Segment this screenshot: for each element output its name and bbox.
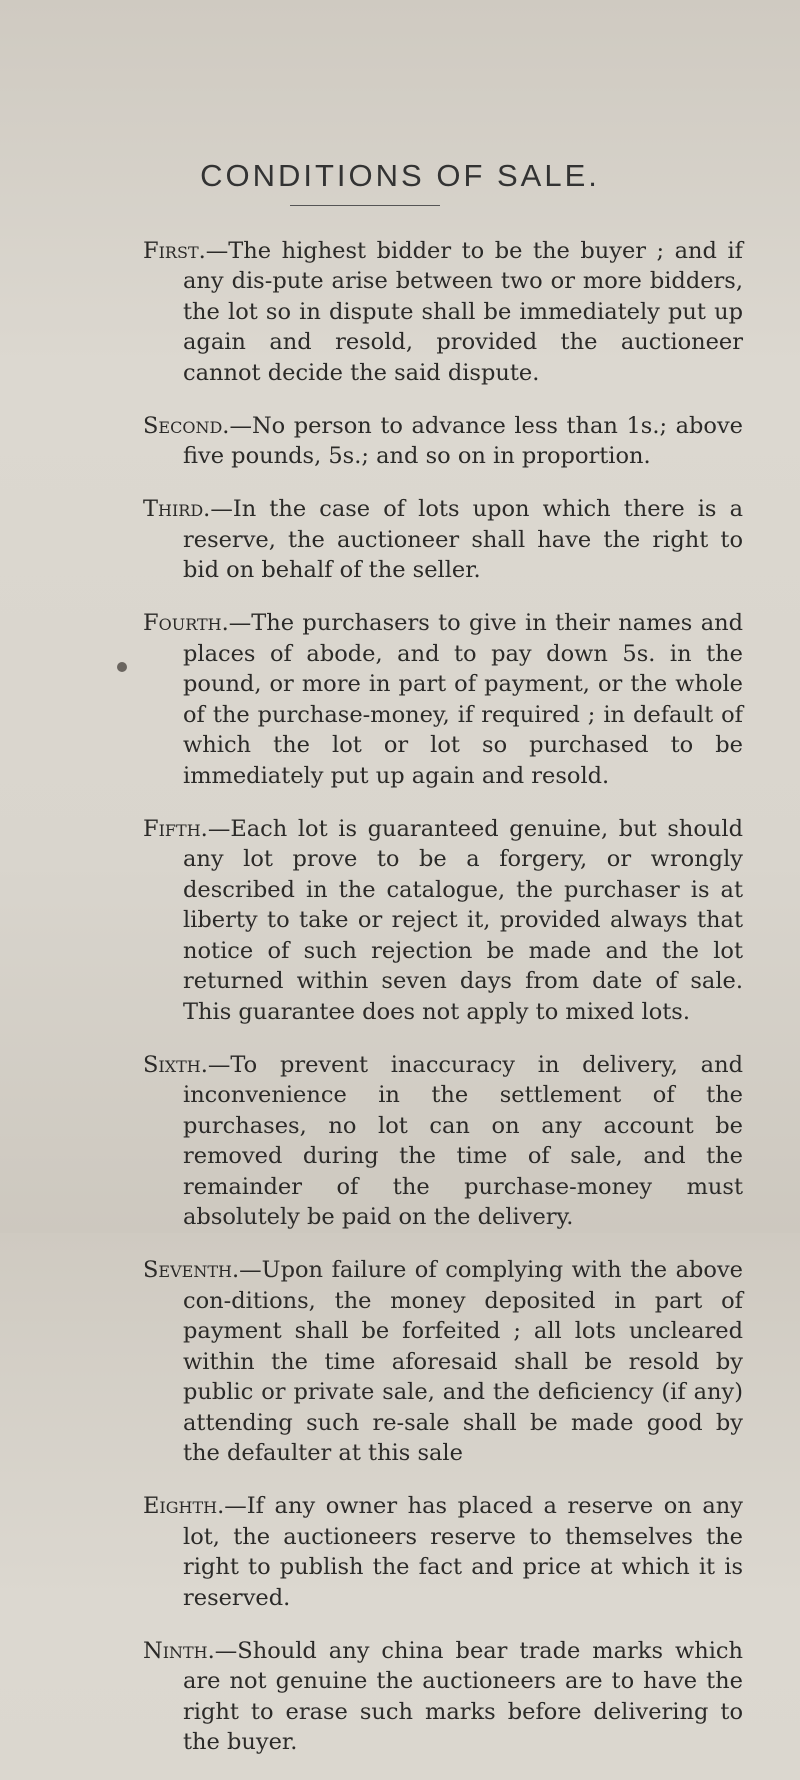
clause-lead: Fifth. — [143, 815, 208, 842]
clause-lead: Eighth. — [143, 1493, 225, 1519]
clause-lead: Second. — [143, 412, 230, 439]
clause-text: Each lot is guaranteed genuine, but should any lot prove to be a forgery, or wrongly described in the catalogue, the purchaser is at liberty to take or reject it, provided always that notice of such rejection be made and the lot returned within seven days from date of sale. This guarantee does not apply to mixed lots. — [183, 815, 743, 1025]
clause-text: The highest bidder to be the buyer ; and if any dis-pute arise between two or more bidders, the lot so in dispute shall be immediately put up again and resold, provided the auctioneer cannot decide the said dispute. — [183, 237, 743, 386]
clause-dash: — — [214, 1637, 238, 1664]
clause-text: To prevent inaccuracy in delivery, and inconvenience in the settlement of the purchases, no lot can on any account be removed during the time of sale, and the remainder of the purchase-money must absolutely be paid on the delivery. — [183, 1051, 743, 1230]
clause-lead: Fourth. — [143, 610, 229, 636]
clause-text: Upon failure of complying with the above con-ditions, the money deposited in part of payment shall be forfeited ; all lots uncleared within the time aforesaid shall be resold by public or private sale, and the deficiency (if any) attending such re-sale shall be made good by the defaulter at this sale — [183, 1257, 743, 1466]
clause-eighth — [143, 1491, 743, 1613]
ink-spot — [117, 662, 127, 672]
clause-dash: — — [205, 237, 229, 264]
clause-first — [143, 236, 743, 389]
clause-lead: Sixth. — [143, 1051, 208, 1078]
clause-text: If any owner has placed a reserve on any lot, the auctioneers reserve to themselves the right to publish the fact and price at which it is reserved. — [183, 1493, 743, 1611]
clause-fifth — [143, 814, 743, 1028]
clause-lead: First. — [143, 237, 206, 264]
title-underline — [290, 205, 440, 206]
clause-text: In the case of lots upon which there is a reserve, the auctioneer shall have the right to bid on behalf of the seller. — [183, 496, 743, 583]
clause-sixth — [143, 1050, 743, 1233]
clause-third — [143, 494, 743, 586]
clause-dash: — — [239, 1257, 262, 1283]
clause-lead: Seventh. — [143, 1257, 240, 1283]
page-title: CONDITIONS OF SALE. — [200, 158, 600, 193]
conditions-list — [143, 213, 743, 1780]
clause-dash: — — [228, 610, 252, 636]
clause-lead: Ninth. — [143, 1637, 215, 1664]
clause-fourth — [143, 608, 743, 791]
clause-dash: — — [207, 1051, 231, 1078]
clause-dash: — — [224, 1493, 247, 1519]
clause-seventh — [143, 1255, 743, 1469]
clause-text: No person to advance less than 1s.; above five pounds, 5s.; and so on in proportion. — [183, 412, 743, 469]
clause-lead: Third. — [143, 496, 211, 522]
clause-dash: — — [210, 496, 233, 522]
clause-dash: — — [229, 412, 252, 439]
clause-dash: — — [207, 815, 231, 842]
clause-ninth — [143, 1636, 743, 1758]
clause-text: The purchasers to give in their names and places of abode, and to pay down 5s. in the pound, or more in part of payment, or the whole of the purchase-money, if required ; in default of which the lot or lot so purchased to be immediately put up again and resold. — [183, 610, 743, 789]
clause-text: Should any china bear trade marks which are not genuine the auctioneers are to have the right to erase such marks before delivering to the buyer. — [183, 1637, 743, 1755]
clause-second — [143, 411, 743, 472]
